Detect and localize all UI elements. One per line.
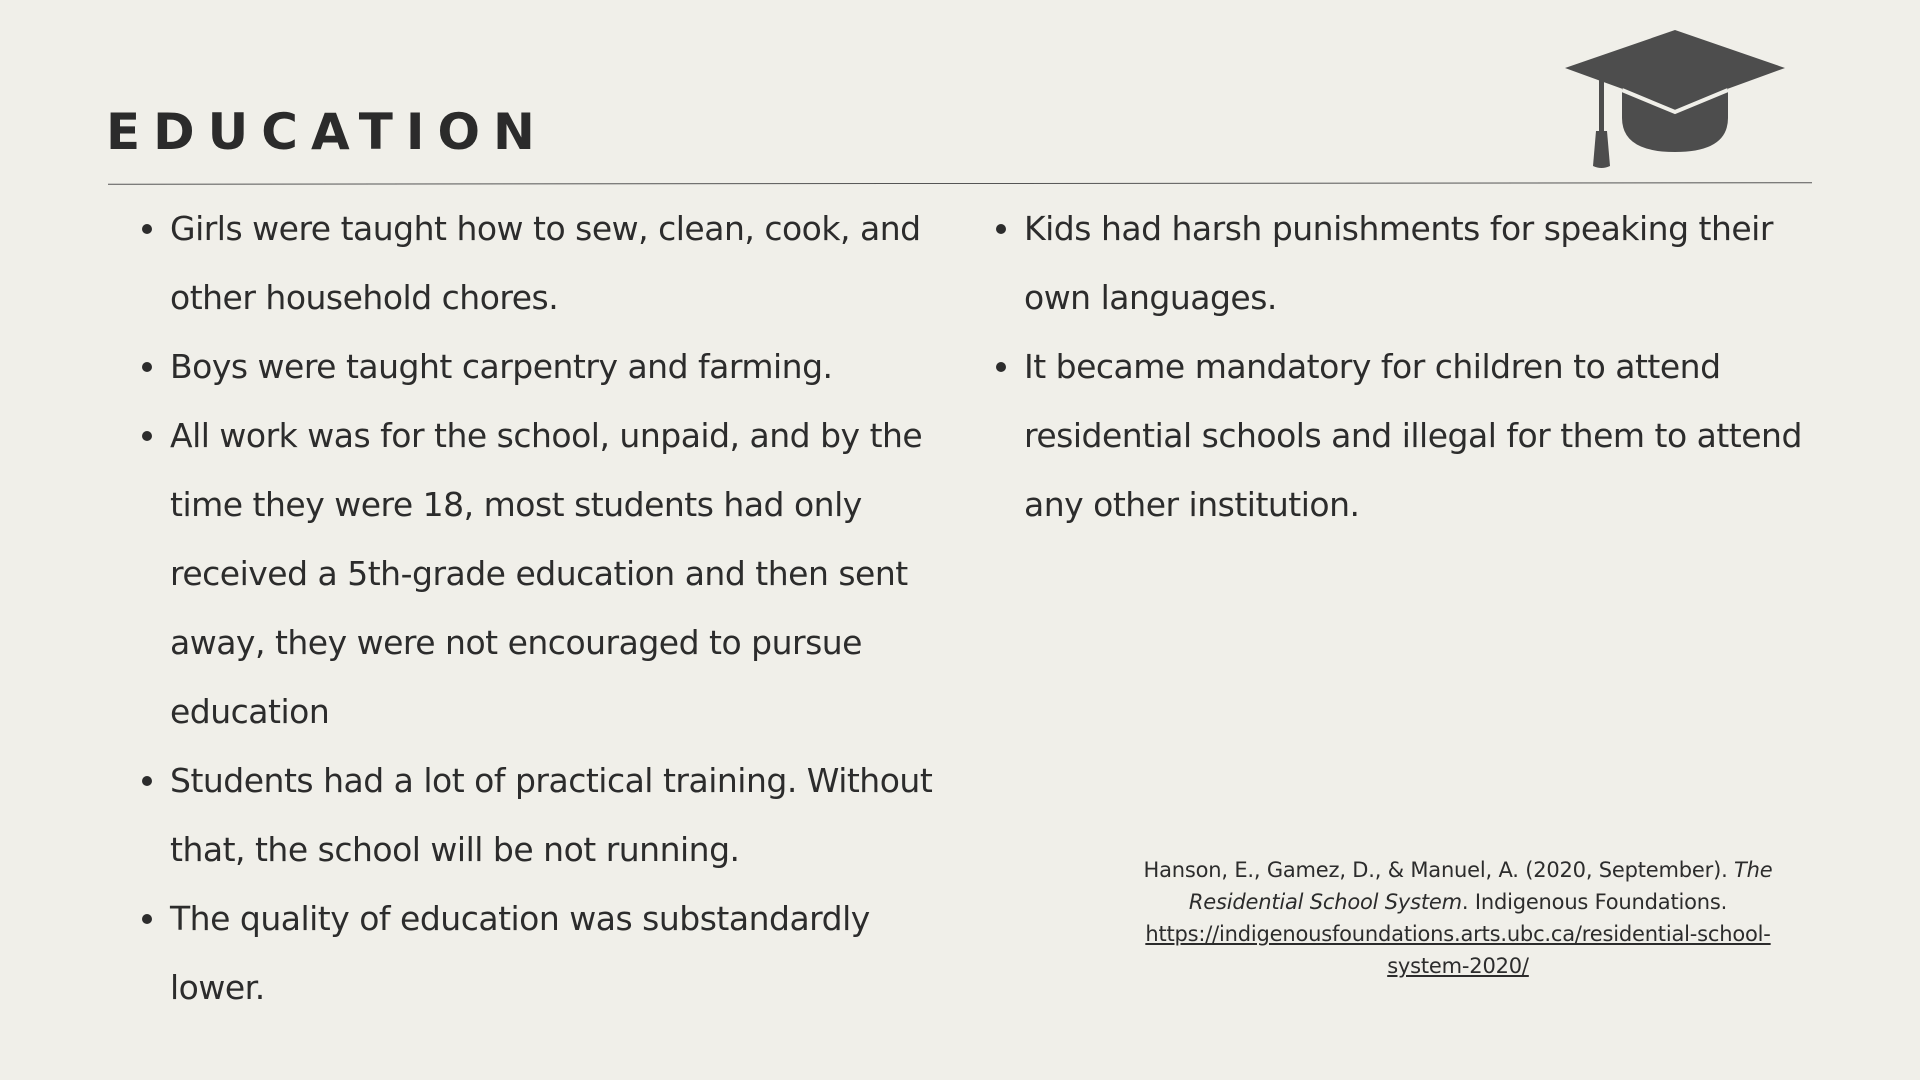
citation-authors: Hanson, E., Gamez, D., & Manuel, A. (2020, September). [1143,858,1735,882]
bullet-item: All work was for the school, unpaid, and by the time they were 18, most students had only received a 5th-grade education and then sent away, they were not encouraged to pursue education [138,401,938,746]
citation [1108,854,1808,982]
citation-publisher: . Indigenous Foundations. [1461,890,1728,914]
bullet-item: The quality of education was substandardly lower. [138,884,938,1022]
citation-work-title: The Residential School System [1188,858,1773,914]
left-bullet-list [138,194,938,1022]
right-bullet-list [992,194,1812,539]
bullet-item: It became mandatory for children to attend residential schools and illegal for them to attend any other institution. [992,332,1812,539]
bullet-item: Boys were taught carpentry and farming. [138,332,938,401]
slide-title: EDUCATION [106,103,548,161]
bullet-item: Girls were taught how to sew, clean, cook, and other household chores. [138,194,938,332]
citation-link[interactable]: https://indigenousfoundations.arts.ubc.ca/residential-school-system-2020/ [1145,922,1771,978]
bullet-item: Students had a lot of practical training. Without that, the school will be not running. [138,746,938,884]
graduation-cap-icon [1562,26,1788,170]
bullet-item: Kids had harsh punishments for speaking their own languages. [992,194,1812,332]
title-divider [108,182,1812,184]
